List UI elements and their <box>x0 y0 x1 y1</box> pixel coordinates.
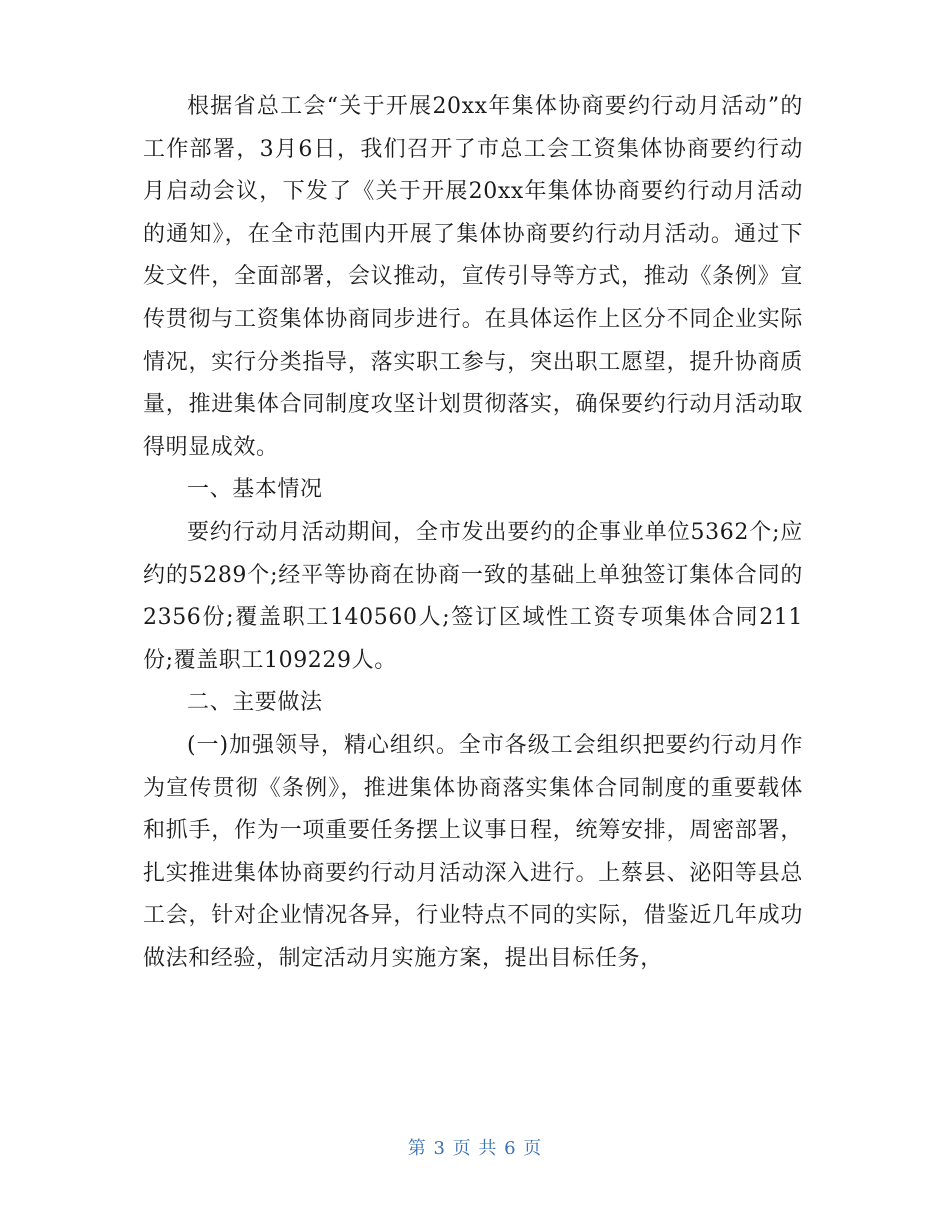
paragraph-main-practices: (一)加强领导，精心组织。全市各级工会组织把要约行动月作为宣传贯彻《条例》，推进集体协商落实集体合同制度的重要载体和抓手，作为一项重要任务摆上议事日程，统筹安排，周密部署，扎实推进集体协商要约行动月活动深入进行。上蔡县、泌阳等县总工会，针对企业情况各异，行业特点不同的实际，借鉴近几年成功做法和经验，制定活动月实施方案，提出目标任务， <box>143 732 803 971</box>
heading-basic-situation: 一、基本情况 <box>187 477 323 503</box>
page-number-label: 第 3 页 共 6 页 <box>407 1138 543 1159</box>
document-body <box>143 86 803 980</box>
paragraph-intro: 根据省总工会“关于开展20xx年集体协商要约行动月活动”的工作部署，3月6日，我们召开了市总工会工资集体协商要约行动月启动会议，下发了《关于开展20xx年集体协商要约行动月活动的通知》，在全市范围内开展了集体协商要约行动月活动。通过下发文件，全面部署，会议推动，宣传引导等方式，推动《条例》宣传贯彻与工资集体协商同步进行。在具体运作上区分不同企业实际情况，实行分类指导，落实职工参与，突出职工愿望，提升协商质量，推进集体合同制度攻坚计划贯彻落实，确保要约行动月活动取得明显成效。 <box>143 94 803 460</box>
page-footer <box>0 1134 950 1160</box>
heading-main-practices: 二、主要做法 <box>187 690 323 716</box>
paragraph-basic-situation: 要约行动月活动期间，全市发出要约的企事业单位5362个;应约的5289个;经平等协商在协商一致的基础上单独签订集体合同的2356份;覆盖职工140560人;签订区域性工资专项集体合同211份;覆盖职工109229人。 <box>143 519 803 673</box>
